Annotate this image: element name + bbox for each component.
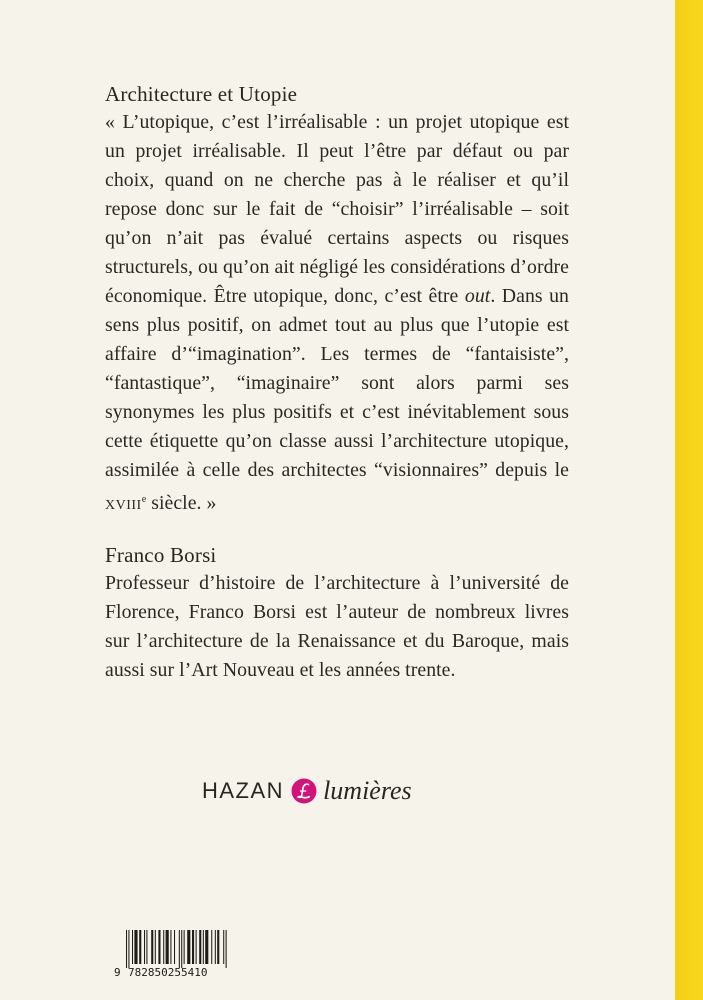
- barcode-bar: [187, 930, 190, 964]
- barcode-bar: [196, 930, 197, 964]
- author-section: [105, 541, 569, 685]
- century-numeral: XVIII: [105, 498, 142, 513]
- barcode-bar: [151, 930, 153, 964]
- barcode-bar: [134, 930, 137, 964]
- barcode-bar: [144, 930, 145, 964]
- text-content: [105, 80, 569, 685]
- barcode-bar: [139, 930, 141, 964]
- barcode-bar: [132, 930, 133, 964]
- isbn-barcode: [114, 930, 254, 980]
- barcode-bar: [179, 930, 180, 968]
- barcode-bar: [217, 930, 219, 964]
- barcode-first-digit: 9: [114, 966, 121, 979]
- barcode-bar: [128, 930, 129, 968]
- barcode-bar: [158, 930, 160, 964]
- publisher-logo: [202, 773, 412, 809]
- barcode-bar: [203, 930, 204, 964]
- barcode-digits: 782850255410: [128, 966, 208, 979]
- series-name: lumières: [323, 776, 412, 805]
- hazan-l-logo-icon: [291, 778, 317, 804]
- barcode-bar: [226, 930, 227, 968]
- quote-text-2: . Dans un sens plus positif, on admet tout au plus que l’utopie est affaire d’“imagination”. Les termes de “fantaisiste”, “fantastique”, “imaginaire” sont alors parmi ses synonymes les plus positifs et c’est inévitablement sous cette étiquette qu’on classe aussi l’architecture utopique, assimilée à celle des architectes “visionnaires” depuis le: [105, 285, 569, 481]
- barcode-bar: [155, 930, 156, 964]
- utopia-quote: [105, 108, 569, 520]
- barcode-bar: [126, 930, 127, 968]
- author-bio: Professeur d’histoire de l’architecture à l’université de Florence, Franco Borsi est l’auteur de nombreux livres sur l’architecture de la Renaissance et du Baroque, mais aussi sur l’Art Nouveau et les années trente.: [105, 572, 569, 681]
- barcode-number: [114, 966, 254, 979]
- barcode-bar: [199, 930, 201, 964]
- quote-text-3: siècle. »: [146, 492, 217, 514]
- barcode-bar: [146, 930, 147, 964]
- quote-italic-word: out: [464, 285, 491, 307]
- yellow-edge-strip: [675, 0, 703, 1000]
- barcode-bar: [181, 930, 182, 968]
- century-superscript: e: [141, 494, 147, 505]
- barcode-bar: [211, 930, 212, 964]
- author-name: Franco Borsi: [105, 543, 217, 567]
- barcode-bar: [166, 930, 169, 964]
- barcode-bar: [163, 930, 164, 964]
- publisher-name: HAZAN: [202, 778, 285, 803]
- barcode-bar: [184, 930, 185, 964]
- barcode-bar: [192, 930, 194, 964]
- barcode-bar: [170, 930, 171, 964]
- barcode-bar: [205, 930, 208, 964]
- barcode-bar: [223, 930, 224, 964]
- barcode-bar: [215, 930, 216, 964]
- barcode-bars: [114, 930, 254, 968]
- section-title-architecture: Architecture et Utopie: [105, 82, 298, 106]
- quote-text-1: « L’utopique, c’est l’irréalisable : un projet utopique est un projet irréalisable. Il peut l’être par défaut ou par choix, quand on ne cherche pas à le réaliser et qu’il repose donc sur le fait de “choisir” l’irréalisable – soit qu’on n’ait pas évalué certains aspects ou risques structurels, ou qu’on ait négligé les considérations d’ordre économique. Être utopique, donc, c’est être: [105, 111, 569, 307]
- barcode-bar: [174, 930, 175, 964]
